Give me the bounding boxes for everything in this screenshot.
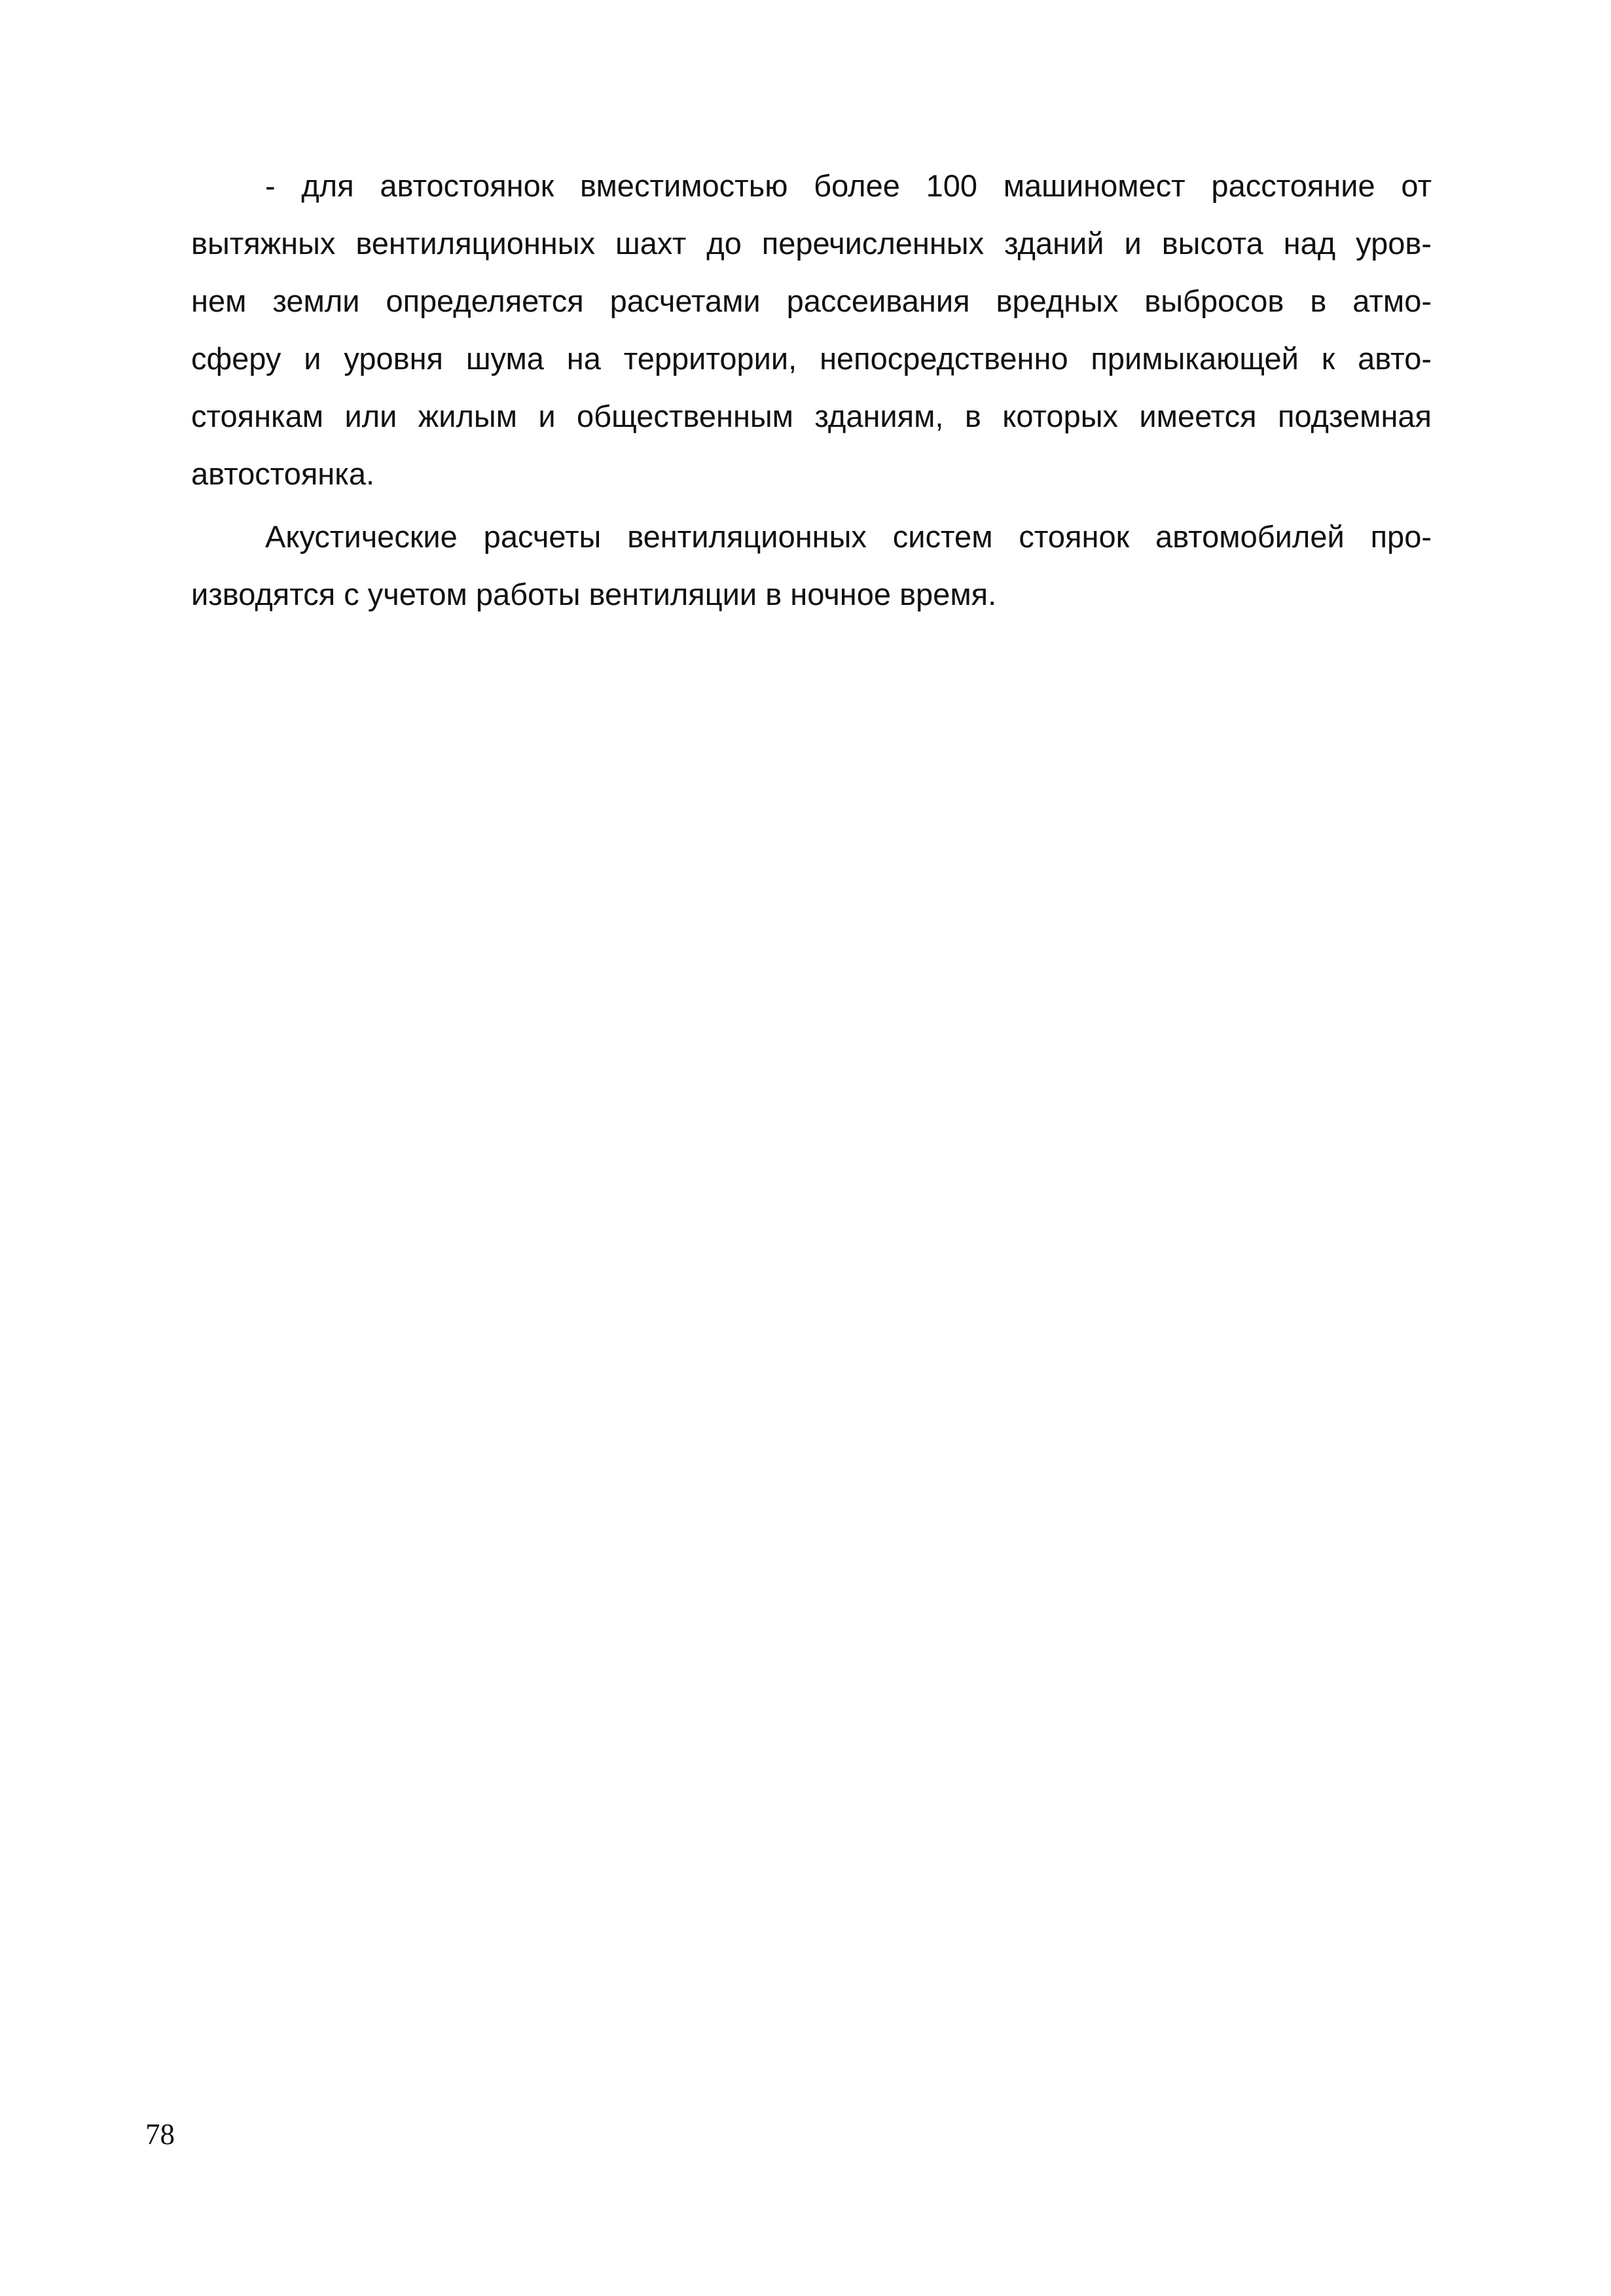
paragraph-line: сферу и уровня шума на территории, непосредственно примыкающей к авто- [191,341,1432,376]
paragraph-line: стоянкам или жилым и общественным зданиям, в которых имеется подземная [191,399,1432,433]
paragraph-acoustic-calculations [191,508,1432,623]
paragraph-spacer [191,503,1432,508]
paragraph-line: Акустические расчеты вентиляционных систем стоянок автомобилей про- [265,519,1432,554]
paragraph-line: нем земли определяется расчетами рассеивания вредных выбросов в атмо- [191,283,1432,318]
paragraph-line: вытяжных вентиляционных шахт до перечисленных зданий и высота над уров- [191,226,1432,261]
paragraph-line: изводятся с учетом работы вентиляции в ночное время. [191,577,997,611]
body-text [191,157,1432,623]
paragraph-line: - для автостоянок вместимостью более 100 машиномест расстояние от [265,168,1432,203]
paragraph-line: автостоянка. [191,456,375,491]
paragraph-parking-ventilation-distance [191,157,1432,503]
page-number: 78 [145,2118,175,2151]
